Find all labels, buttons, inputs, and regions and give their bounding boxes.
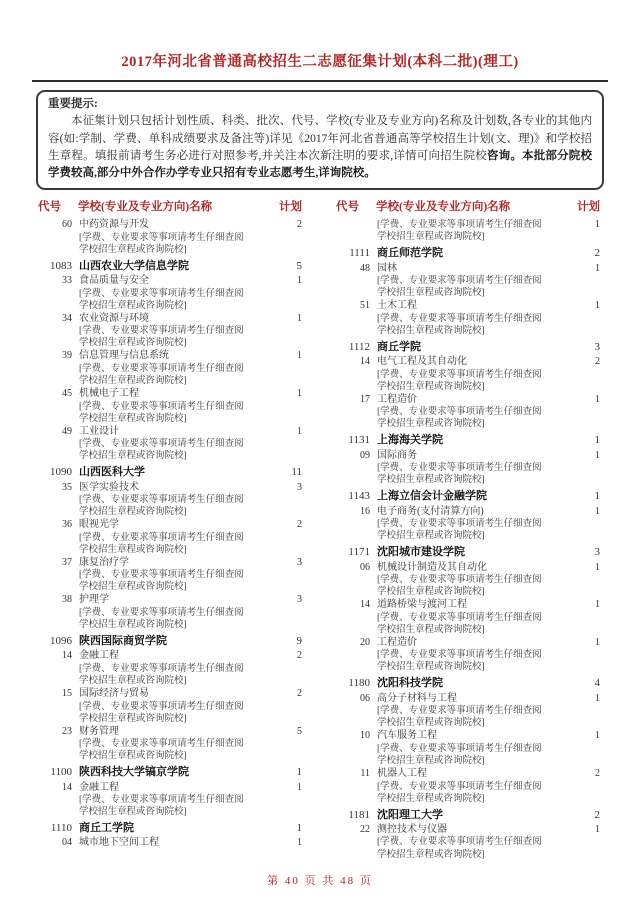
row-code: 06 bbox=[360, 692, 370, 704]
row-code: 35 bbox=[62, 481, 72, 493]
row-code: 1181 bbox=[348, 808, 370, 821]
row-name bbox=[72, 765, 278, 779]
major-row bbox=[38, 426, 302, 463]
row-title: 沈阳城市建设学院 bbox=[377, 546, 465, 559]
row-plan: 1 bbox=[297, 781, 302, 793]
row-title: 电气工程及其自动化 bbox=[377, 356, 467, 368]
row-title: 城市地下空间工程 bbox=[79, 837, 159, 849]
row-title: 土木工程 bbox=[377, 300, 417, 312]
row-title: 沈阳理工大学 bbox=[377, 808, 443, 821]
row-name bbox=[72, 465, 278, 479]
row-name bbox=[72, 782, 278, 819]
major-row bbox=[336, 450, 600, 487]
major-row bbox=[38, 275, 302, 312]
row-name bbox=[72, 634, 278, 648]
row-title: 金融工程 bbox=[79, 781, 119, 793]
row-code: 45 bbox=[62, 388, 72, 400]
row-code: 33 bbox=[62, 275, 72, 287]
row-note: [学费、专业要求等事项请考生仔细查阅学校招生章程或咨询院校] bbox=[377, 706, 542, 729]
row-name bbox=[370, 356, 576, 393]
row-plan: 3 bbox=[594, 546, 600, 559]
row-code: 20 bbox=[360, 636, 370, 648]
row-plan: 5 bbox=[296, 259, 302, 272]
row-plan: 2 bbox=[297, 219, 302, 231]
row-name bbox=[370, 808, 576, 822]
row-plan: 1 bbox=[297, 837, 302, 849]
major-row bbox=[38, 350, 302, 387]
major-row bbox=[336, 824, 600, 861]
row-plan: 4 bbox=[594, 677, 600, 690]
row-code: 1100 bbox=[50, 766, 72, 779]
major-row bbox=[336, 506, 600, 543]
row-code: 34 bbox=[62, 312, 72, 324]
row-plan: 3 bbox=[594, 340, 600, 353]
row-note: [学费、专业要求等事项请考生仔细查阅学校招生章程或咨询院校] bbox=[79, 232, 244, 255]
row-name bbox=[370, 263, 576, 300]
major-row bbox=[336, 562, 600, 599]
row-plan: 2 bbox=[297, 688, 302, 700]
row-code: 48 bbox=[360, 262, 370, 274]
major-row bbox=[38, 219, 302, 256]
row-name bbox=[72, 821, 278, 835]
row-title: 国际经济与贸易 bbox=[79, 688, 149, 700]
header-code: 代号 bbox=[336, 201, 359, 214]
major-row bbox=[336, 394, 600, 431]
row-note: [学费、专业要求等事项请考生仔细查阅学校招生章程或咨询院校] bbox=[377, 650, 542, 673]
row-code: 23 bbox=[62, 725, 72, 737]
major-row bbox=[336, 637, 600, 674]
row-title: 电子商务(支付清算方向) bbox=[377, 505, 484, 517]
row-note: [学费、专业要求等事项请考生仔细查阅学校招生章程或咨询院校] bbox=[377, 369, 542, 392]
row-plan: 1 bbox=[296, 766, 302, 779]
row-code: 1090 bbox=[50, 466, 72, 479]
row-name bbox=[72, 650, 278, 687]
row-note: [学费、专业要求等事项请考生仔细查阅学校招生章程或咨询院校] bbox=[79, 570, 244, 593]
row-plan: 1 bbox=[296, 822, 302, 835]
school-row bbox=[38, 821, 302, 835]
row-code: 11 bbox=[360, 768, 370, 780]
row-plan: 1 bbox=[595, 599, 600, 611]
notice-box bbox=[36, 90, 604, 190]
major-row bbox=[38, 482, 302, 519]
major-row bbox=[38, 782, 302, 819]
row-name bbox=[72, 313, 278, 350]
school-row bbox=[38, 765, 302, 779]
row-plan: 1 bbox=[297, 312, 302, 324]
notice-heading: 重要提示: bbox=[48, 98, 98, 110]
row-name bbox=[72, 482, 278, 519]
row-title: 上海海关学院 bbox=[377, 434, 443, 447]
table-columns bbox=[38, 198, 602, 861]
major-row bbox=[336, 693, 600, 730]
row-title: 陕西国际商贸学院 bbox=[79, 635, 167, 648]
row-note: [学费、专业要求等事项请考生仔细查阅学校招生章程或咨询院校] bbox=[79, 326, 244, 349]
row-name bbox=[370, 637, 576, 674]
page-title: 2017年河北省普通高校招生二志愿征集计划(本科二批)(理工) bbox=[121, 54, 519, 70]
title-rule bbox=[32, 80, 608, 82]
school-row bbox=[336, 676, 600, 690]
row-plan: 2 bbox=[594, 247, 600, 260]
header-code: 代号 bbox=[38, 201, 61, 214]
row-code: 22 bbox=[360, 823, 370, 835]
row-title: 商丘工学院 bbox=[79, 822, 134, 835]
row-title: 农业资源与环境 bbox=[79, 312, 149, 324]
row-title: 信息管理与信息系统 bbox=[79, 350, 169, 362]
row-note: [学费、专业要求等事项请考生仔细查阅学校招生章程或咨询院校] bbox=[79, 739, 244, 762]
row-title: 中药资源与开发 bbox=[79, 219, 149, 231]
row-note: [学费、专业要求等事项请考生仔细查阅学校招生章程或咨询院校] bbox=[377, 276, 542, 299]
row-code: 16 bbox=[360, 505, 370, 517]
row-code: 04 bbox=[62, 837, 72, 849]
row-note: [学费、专业要求等事项请考生仔细查阅学校招生章程或咨询院校] bbox=[79, 288, 244, 311]
row-note: [学费、专业要求等事项请考生仔细查阅学校招生章程或咨询院校] bbox=[377, 519, 542, 542]
row-plan: 1 bbox=[297, 350, 302, 362]
row-name bbox=[370, 219, 576, 243]
table-rows-left bbox=[38, 219, 302, 850]
row-title: 商丘师范学院 bbox=[377, 247, 443, 260]
row-note: [学费、专业要求等事项请考生仔细查阅学校招生章程或咨询院校] bbox=[79, 701, 244, 724]
row-plan: 1 bbox=[595, 692, 600, 704]
row-plan: 1 bbox=[595, 262, 600, 274]
major-row bbox=[38, 594, 302, 631]
row-plan: 2 bbox=[297, 519, 302, 531]
school-row bbox=[336, 246, 600, 260]
header-name: 学校(专业及专业方向)名称 bbox=[78, 201, 213, 214]
row-note: [学费、专业要求等事项请考生仔细查阅学校招生章程或咨询院校] bbox=[377, 463, 542, 486]
row-title: 机械设计制造及其自动化 bbox=[377, 561, 487, 573]
row-title: 沈阳科技学院 bbox=[377, 677, 443, 690]
school-row bbox=[336, 340, 600, 354]
row-title: 道路桥梁与渡河工程 bbox=[377, 599, 467, 611]
row-note: [学费、专业要求等事项请考生仔细查阅学校招生章程或咨询院校] bbox=[79, 663, 244, 686]
row-code: 1110 bbox=[50, 822, 72, 835]
row-name bbox=[370, 562, 576, 599]
row-title: 工程造价 bbox=[377, 636, 417, 648]
header-plan: 计划 bbox=[577, 201, 600, 214]
row-code: 38 bbox=[62, 594, 72, 606]
row-name bbox=[370, 768, 576, 805]
row-name bbox=[370, 599, 576, 636]
school-row bbox=[336, 545, 600, 559]
row-plan: 1 bbox=[595, 449, 600, 461]
row-note: [学费、专业要求等事项请考生仔细查阅学校招生章程或咨询院校] bbox=[79, 795, 244, 818]
row-code: 14 bbox=[62, 781, 72, 793]
table-column-right bbox=[336, 198, 600, 861]
school-row bbox=[336, 808, 600, 822]
row-title: 眼视光学 bbox=[79, 519, 119, 531]
row-code: 17 bbox=[360, 393, 370, 405]
row-name bbox=[370, 506, 576, 543]
row-code: 60 bbox=[62, 219, 72, 231]
row-plan: 9 bbox=[296, 635, 302, 648]
row-note: [学费、专业要求等事项请考生仔细查阅学校招生章程或咨询院校] bbox=[377, 743, 542, 766]
row-code: 37 bbox=[62, 556, 72, 568]
row-name bbox=[72, 388, 278, 425]
row-plan: 3 bbox=[297, 481, 302, 493]
school-row bbox=[38, 634, 302, 648]
row-plan: 1 bbox=[595, 730, 600, 742]
row-code: 09 bbox=[360, 449, 370, 461]
row-code: 1111 bbox=[349, 247, 370, 260]
row-title: 工程造价 bbox=[377, 393, 417, 405]
row-title: 财务管理 bbox=[79, 725, 119, 737]
row-title: 机械电子工程 bbox=[79, 388, 139, 400]
row-code: 14 bbox=[360, 599, 370, 611]
row-note: [学费、专业要求等事项请考生仔细查阅学校招生章程或咨询院校] bbox=[79, 439, 244, 462]
row-plan: 5 bbox=[297, 725, 302, 737]
row-title: 山西医科大学 bbox=[79, 466, 145, 479]
row-name bbox=[72, 350, 278, 387]
header-name: 学校(专业及专业方向)名称 bbox=[376, 201, 511, 214]
major-row bbox=[336, 356, 600, 393]
row-note: [学费、专业要求等事项请考生仔细查阅学校招生章程或咨询院校] bbox=[377, 220, 542, 243]
row-name bbox=[72, 726, 278, 763]
row-name bbox=[72, 219, 278, 256]
row-title: 测控技术与仪器 bbox=[377, 823, 447, 835]
row-title: 工业设计 bbox=[79, 425, 119, 437]
major-row bbox=[38, 726, 302, 763]
row-title: 汽车服务工程 bbox=[377, 730, 437, 742]
row-title: 金融工程 bbox=[79, 650, 119, 662]
row-name bbox=[72, 275, 278, 312]
row-code: 1083 bbox=[50, 259, 72, 272]
row-code: 10 bbox=[360, 730, 370, 742]
major-row bbox=[336, 300, 600, 337]
row-plan: 2 bbox=[594, 808, 600, 821]
row-plan: 3 bbox=[297, 594, 302, 606]
row-plan: 1 bbox=[297, 388, 302, 400]
row-title: 商丘学院 bbox=[377, 340, 421, 353]
row-plan: 11 bbox=[291, 466, 302, 479]
row-note: [学费、专业要求等事项请考生仔细查阅学校招生章程或咨询院校] bbox=[79, 401, 244, 424]
row-name bbox=[72, 519, 278, 556]
row-name bbox=[370, 730, 576, 767]
row-note: [学费、专业要求等事项请考生仔细查阅学校招生章程或咨询院校] bbox=[79, 607, 244, 631]
notice-body-bold: 咨询。本批部分院校学费较高,部分中外合作办学专业只招有专业志愿考生,详询院校。 bbox=[48, 149, 592, 179]
major-row bbox=[336, 263, 600, 300]
school-row bbox=[38, 259, 302, 273]
row-code: 15 bbox=[62, 688, 72, 700]
row-title: 山西农业大学信息学院 bbox=[79, 259, 189, 272]
row-code: 1112 bbox=[348, 340, 370, 353]
row-plan: 1 bbox=[595, 823, 600, 835]
row-name bbox=[72, 426, 278, 463]
row-code: 1096 bbox=[50, 635, 72, 648]
row-note: [学费、专业要求等事项请考生仔细查阅学校招生章程或咨询院校] bbox=[79, 532, 244, 555]
row-note: [学费、专业要求等事项请考生仔细查阅学校招生章程或咨询院校] bbox=[377, 781, 542, 804]
major-row bbox=[38, 650, 302, 687]
row-code: 1131 bbox=[348, 434, 370, 447]
row-title: 医学实验技术 bbox=[79, 481, 139, 493]
major-row bbox=[38, 557, 302, 594]
major-row bbox=[38, 688, 302, 725]
row-title: 护理学 bbox=[79, 594, 109, 606]
row-title: 康复治疗学 bbox=[79, 556, 129, 568]
notice-body-normal: 本征集计划只包括计划性质、科类、批次、代号、学校(专业及专业方向)名称及计划数,各专业的其他内容(如:学制、学费、单科成绩要求及备注等)详见《2017年河北省普通高等学校招生计划(文、理)》和学校招生章程。填报前请考生务必进行对照参考,并关注本次新注明的要求,详情可向招生院校 bbox=[48, 115, 592, 162]
major-row bbox=[38, 388, 302, 425]
row-title: 机器人工程 bbox=[377, 768, 427, 780]
row-plan: 1 bbox=[594, 434, 600, 447]
row-name bbox=[72, 837, 278, 850]
row-plan: 2 bbox=[595, 356, 600, 368]
row-name bbox=[72, 259, 278, 273]
row-plan: 1 bbox=[595, 636, 600, 648]
row-code: 14 bbox=[62, 650, 72, 662]
row-title: 食品质量与安全 bbox=[79, 275, 149, 287]
row-name bbox=[370, 545, 576, 559]
row-name bbox=[72, 557, 278, 594]
row-plan: 1 bbox=[297, 425, 302, 437]
major-row bbox=[38, 313, 302, 350]
row-note: [学费、专业要求等事项请考生仔细查阅学校招生章程或咨询院校] bbox=[377, 407, 542, 430]
row-note: [学费、专业要求等事项请考生仔细查阅学校招生章程或咨询院校] bbox=[79, 363, 244, 386]
note-continuation-row bbox=[336, 219, 600, 243]
major-row bbox=[336, 730, 600, 767]
row-title: 上海立信会计金融学院 bbox=[377, 490, 487, 503]
row-name bbox=[370, 340, 576, 354]
school-row bbox=[38, 465, 302, 479]
row-name bbox=[370, 693, 576, 730]
row-code: 39 bbox=[62, 350, 72, 362]
row-name bbox=[370, 300, 576, 337]
row-title: 园林 bbox=[377, 262, 397, 274]
row-plan: 1 bbox=[594, 490, 600, 503]
major-row bbox=[336, 768, 600, 805]
row-name bbox=[72, 688, 278, 725]
row-name bbox=[370, 824, 576, 861]
row-title: 高分子材料与工程 bbox=[377, 692, 457, 704]
row-plan: 1 bbox=[595, 561, 600, 573]
row-note: [学费、专业要求等事项请考生仔细查阅学校招生章程或咨询院校] bbox=[377, 575, 542, 598]
table-column-left bbox=[38, 198, 302, 861]
row-note: [学费、专业要求等事项请考生仔细查阅学校招生章程或咨询院校] bbox=[377, 313, 542, 336]
row-plan: 1 bbox=[595, 393, 600, 405]
major-row bbox=[38, 837, 302, 850]
notice-body bbox=[48, 113, 592, 182]
row-name bbox=[370, 246, 576, 260]
row-title: 国际商务 bbox=[377, 449, 417, 461]
row-title: 陕西科技大学镐京学院 bbox=[79, 766, 189, 779]
row-code: 49 bbox=[62, 425, 72, 437]
row-name bbox=[370, 489, 576, 503]
row-plan: 1 bbox=[595, 505, 600, 517]
major-row bbox=[336, 599, 600, 636]
table-header-left bbox=[38, 198, 302, 214]
row-plan: 2 bbox=[595, 768, 600, 780]
row-name bbox=[370, 433, 576, 447]
row-code: 1143 bbox=[348, 490, 370, 503]
row-name bbox=[72, 594, 278, 631]
row-code: 14 bbox=[360, 356, 370, 368]
row-plan: 1 bbox=[595, 219, 600, 231]
table-rows-right bbox=[336, 219, 600, 860]
row-note: [学费、专业要求等事项请考生仔细查阅学校招生章程或咨询院校] bbox=[79, 495, 244, 518]
row-code: 1180 bbox=[348, 677, 370, 690]
row-code: 51 bbox=[360, 300, 370, 312]
row-plan: 3 bbox=[297, 556, 302, 568]
row-code: 1171 bbox=[348, 546, 370, 559]
row-plan: 1 bbox=[297, 275, 302, 287]
row-name bbox=[370, 394, 576, 431]
row-name bbox=[370, 450, 576, 487]
major-row bbox=[38, 519, 302, 556]
table-header-right bbox=[336, 198, 600, 214]
row-note: [学费、专业要求等事项请考生仔细查阅学校招生章程或咨询院校] bbox=[377, 612, 542, 635]
row-code: 06 bbox=[360, 561, 370, 573]
row-name bbox=[370, 676, 576, 690]
school-row bbox=[336, 489, 600, 503]
row-note: [学费、专业要求等事项请考生仔细查阅学校招生章程或咨询院校] bbox=[377, 837, 542, 860]
row-code: 36 bbox=[62, 519, 72, 531]
row-plan: 2 bbox=[297, 650, 302, 662]
header-plan: 计划 bbox=[279, 201, 302, 214]
school-row bbox=[336, 433, 600, 447]
page-footer: 第 40 页 共 48 页 bbox=[267, 874, 373, 887]
row-plan: 1 bbox=[595, 300, 600, 312]
